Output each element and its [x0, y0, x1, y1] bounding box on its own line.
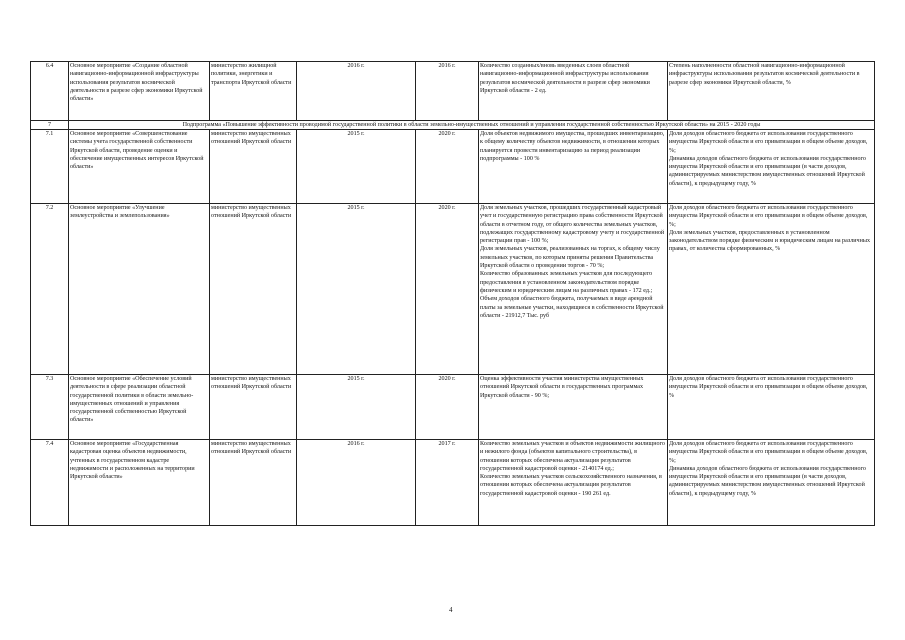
indicator-line: Степень наполненности областной навигационно-информационной инфраструктуры использования результатов космической деятельности в разрезе сфер экономики Иркутской области, %: [669, 63, 860, 86]
executor: министерство имущественных отношений Иркутской области: [210, 130, 297, 204]
start-year: 2015 г.: [297, 204, 416, 375]
start-year: 2015 г.: [297, 375, 416, 440]
activity-name: Основное мероприятие «Обеспечение условий деятельности в сфере реализации областной государственной политики в области земельно-имущественных отношений и управления государственной собственностью Иркутской области»: [69, 375, 210, 440]
subprogram-number: 7: [31, 121, 69, 130]
row-number: 6.4: [31, 62, 69, 121]
executor: министерство имущественных отношений Иркутской области: [210, 440, 297, 526]
expected-result: [479, 204, 668, 375]
indicator-line: Доля доходов областного бюджета от использования государственного имущества Иркутской области и его приватизации в общем объеме доходов, %: [669, 376, 868, 399]
table-row: [31, 62, 875, 121]
activity-name: Основное мероприятие «Совершенствование системы учета государственной собственности Иркутской области, проведение оценки и обеспечение имущественных интересов Иркутской области»: [69, 130, 210, 204]
executor: министерство имущественных отношений Иркутской области: [210, 375, 297, 440]
subprogram-row: [31, 121, 875, 130]
result-line: Количество созданных/вновь введенных слоев областной навигационно-информационной инфраструктуры использования результатов космической деятельности в разрезе сфер экономики Иркутской области - 2 ед.: [480, 63, 650, 94]
table-row: [31, 375, 875, 440]
expected-result: [479, 130, 668, 204]
indicator-line: Динамика доходов областного бюджета от использования государственного имущества Иркутской области и его приватизации (в части доходов, администрируемых министерством имущественных отношений Иркутской области), к предыдущему году, %: [669, 465, 866, 497]
end-year: 2017 г.: [416, 440, 479, 526]
start-year: 2016 г.: [297, 440, 416, 526]
row-number: 7.3: [31, 375, 69, 440]
start-year: 2016 г.: [297, 62, 416, 121]
expected-result: [479, 440, 668, 526]
table-row: [31, 440, 875, 526]
program-activities-table: [30, 61, 875, 526]
indicator-line: Доля земельных участков, предоставленных в установленном законодательством порядке физическим и юридическим лицам на различных правах, от количества сформированных, %: [669, 229, 870, 253]
row-number: 7.4: [31, 440, 69, 526]
result-line: Доля объектов недвижимого имущества, прошедших инвентаризацию, к общему количеству объектов недвижимости, в отношении которых планируется провести инвентаризацию за период реализации подпрограммы - 100 %: [480, 131, 665, 162]
indicator-line: Доля доходов областного бюджета от использования государственного имущества Иркутской области и его приватизации в общем объеме доходов, %;: [669, 441, 868, 464]
result-line: Количество земельных участков сельскохозяйственного назначения, в отношении которых обеспечена актуализация результатов государственной кадастровой оценки - 190 261 ед.: [480, 474, 662, 497]
target-indicator: [668, 62, 875, 121]
end-year: 2020 г.: [416, 204, 479, 375]
end-year: 2016 г.: [416, 62, 479, 121]
result-line: Объем доходов областного бюджета, получаемых в виде арендной платы за земельные участки, находящиеся в собственности Иркутской области - 21912,7 Тыс. руб: [480, 296, 664, 319]
page-number: 4: [449, 606, 453, 614]
result-line: Количество образованных земельных участков для последующего предоставления в установленном законодательством порядке физическим и юридическим лицам на различных правах - 172 ед.;: [480, 271, 653, 294]
expected-result: [479, 62, 668, 121]
activity-name: Основное мероприятие «Государственная кадастровая оценка объектов недвижимости, учтенных в государственном кадастре недвижимости и расположенных на территории Иркутской области»: [69, 440, 210, 526]
target-indicator: [668, 440, 875, 526]
result-line: Доля земельных участков, реализованных на торгах, к общему числу земельных участков, по которым приняты решения Правительства Иркутской области о проведении торгов - 70 %;: [480, 246, 660, 270]
row-number: 7.2: [31, 204, 69, 375]
activity-name: Основное мероприятие «Создание областной навигационно-информационной инфраструктуры использования результатов космической деятельности в разрезе сфер экономики Иркутской области»: [69, 62, 210, 121]
indicator-line: Доля доходов областного бюджета от использования государственного имущества Иркутской области и его приватизации в общем объеме доходов, %;: [669, 205, 868, 228]
indicator-line: Доля доходов областного бюджета от использования государственного имущества Иркутской области и его приватизации в общем объеме доходов, %;: [669, 131, 868, 154]
target-indicator: [668, 204, 875, 375]
result-line: Количество земельных участков и объектов недвижимости жилищного и нежилого фонда (объектов капитального строительства), в отношении которых обеспечена актуализация результатов государственной кадастровой оценки - 2140174 ед.;: [480, 441, 665, 472]
table-row: [31, 130, 875, 204]
activity-name: Основное мероприятие «Улучшение землеустройства и землепользования»: [69, 204, 210, 375]
row-number: 7.1: [31, 130, 69, 204]
start-year: 2015 г.: [297, 130, 416, 204]
result-line: Оценка эффективности участия министерства имущественных отношений Иркутской области в государственных программах Иркутской области - 90 %;: [480, 376, 644, 399]
executor: министерство имущественных отношений Иркутской области: [210, 204, 297, 375]
expected-result: [479, 375, 668, 440]
indicator-line: Динамика доходов областного бюджета от использования государственного имущества Иркутской области и его приватизации (в части доходов, администрируемых министерством имущественных отношений Иркутской области), к предыдущему году, %: [669, 155, 866, 187]
result-line: Доля земельных участков, прошедших государственный кадастровый учет и государственную регистрацию права собственности Иркутской области в отчетном году, от общего количества земельных участков, подлежащих государственному кадастровому учету и государственной регистрации прав - 100 %;: [480, 205, 665, 245]
executor: министерство жилищной политики, энергетики и транспорта Иркутской области: [210, 62, 297, 121]
target-indicator: [668, 375, 875, 440]
subprogram-title: Подпрограмма «Повышение эффективности проводимой государственной политики в области земельно-имущественных отношений и управления государственной собственностью Иркутской области» на 2015 - 2020 годы: [69, 121, 875, 130]
end-year: 2020 г.: [416, 130, 479, 204]
end-year: 2020 г.: [416, 375, 479, 440]
table-row: [31, 204, 875, 375]
target-indicator: [668, 130, 875, 204]
